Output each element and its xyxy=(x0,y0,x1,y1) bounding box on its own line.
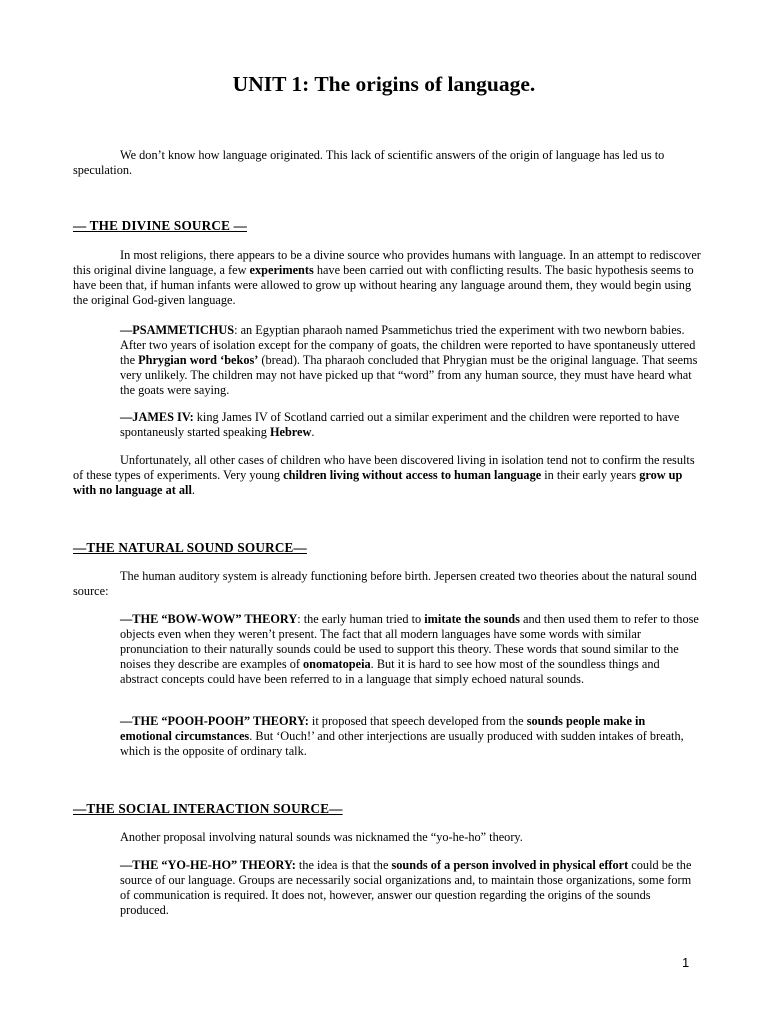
intro-paragraph: We don’t know how language originated. This lack of scientific answers of the origin of language has led us to speculation. xyxy=(73,148,665,177)
yo-he-ho-paragraph: —THE “YO-HE-HO” THEORY: the idea is that the sounds of a person involved in physical effort could be the source of our language. Groups are necessarily social organizations and, to maintain those organizations, some form of communication is required. It does not, however, answer our question regarding the origins of the sounds produced. xyxy=(120,858,692,917)
psammetichus-label: —PSAMMETICHUS xyxy=(120,323,235,337)
james-label: —JAMES IV: xyxy=(120,410,194,424)
page-title: UNIT 1: The origins of language. xyxy=(232,72,536,96)
page-number: 1 xyxy=(682,955,690,970)
divine-paragraph-1: In most religions, there appears to be a divine source who provides humans with language. In an attempt to rediscover this original divine language, a few experiments have been carried out with conflicting results. The basic hypothesis seems to have been that, if human infants were allowed to grow up without hearing any language around them, they would begin using the original God-given language. xyxy=(73,248,701,307)
pooh-pooh-paragraph: —THE “POOH-POOH” THEORY: it proposed that speech developed from the sounds people make in emotional circumstances. But ‘Ouch!’ and other interjections are usually produced with sudden intakes of breath, which is the opposite of ordinary talk. xyxy=(120,714,684,758)
yo-he-ho-label: —THE “YO-HE-HO” THEORY: xyxy=(120,858,296,872)
social-paragraph-1: Another proposal involving natural sounds was nicknamed the “yo-he-ho” theory. xyxy=(120,830,523,844)
natural-paragraph-1: The human auditory system is already functioning before birth. Jepersen created two theories about the natural sound source: xyxy=(73,569,697,598)
james-paragraph: —JAMES IV: king James IV of Scotland carried out a similar experiment and the children were reported to have spontaneusly started speaking Hebrew. xyxy=(120,410,680,439)
psammetichus-paragraph: —PSAMMETICHUS: an Egyptian pharaoh named Psammetichus tried the experiment with two newborn babies. After two years of isolation except for the company of goats, the children were reported to have spontaneusly uttered the Phrygian word ‘bekos’ (bread). Tha pharaoh concluded that Phrygian must be the original language. That seems very unlikely. The children may not have picked up that “word” from any human source, they must have heard what the goats were saying. xyxy=(120,323,698,397)
pooh-pooh-label: —THE “POOH-POOH” THEORY: xyxy=(120,714,309,728)
section-heading-social: —THE SOCIAL INTERACTION SOURCE— xyxy=(73,801,343,816)
divine-paragraph-2: Unfortunately, all other cases of children who have been discovered living in isolation tend not to confirm the results of these types of experiments. Very young children living without access to human language in their early years grow up with no language at all. xyxy=(73,453,695,497)
bow-wow-paragraph: —THE “BOW-WOW” THEORY: the early human tried to imitate the sounds and then used them to refer to those objects even when they weren’t present. The fact that all modern languages have some words with similar pronunciation to their naturally sounds could be used to support this theory. These words that sound similar to the noises they describe are examples of onomatopeia. But it is hard to see how most of the soundless things and abstract concepts could have been referred to in a language that simply echoed natural sounds. xyxy=(120,612,699,686)
section-heading-natural: —THE NATURAL SOUND SOURCE— xyxy=(73,540,307,555)
bow-wow-label: —THE “BOW-WOW” THEORY xyxy=(120,612,298,626)
section-heading-divine: — THE DIVINE SOURCE — xyxy=(73,218,247,233)
